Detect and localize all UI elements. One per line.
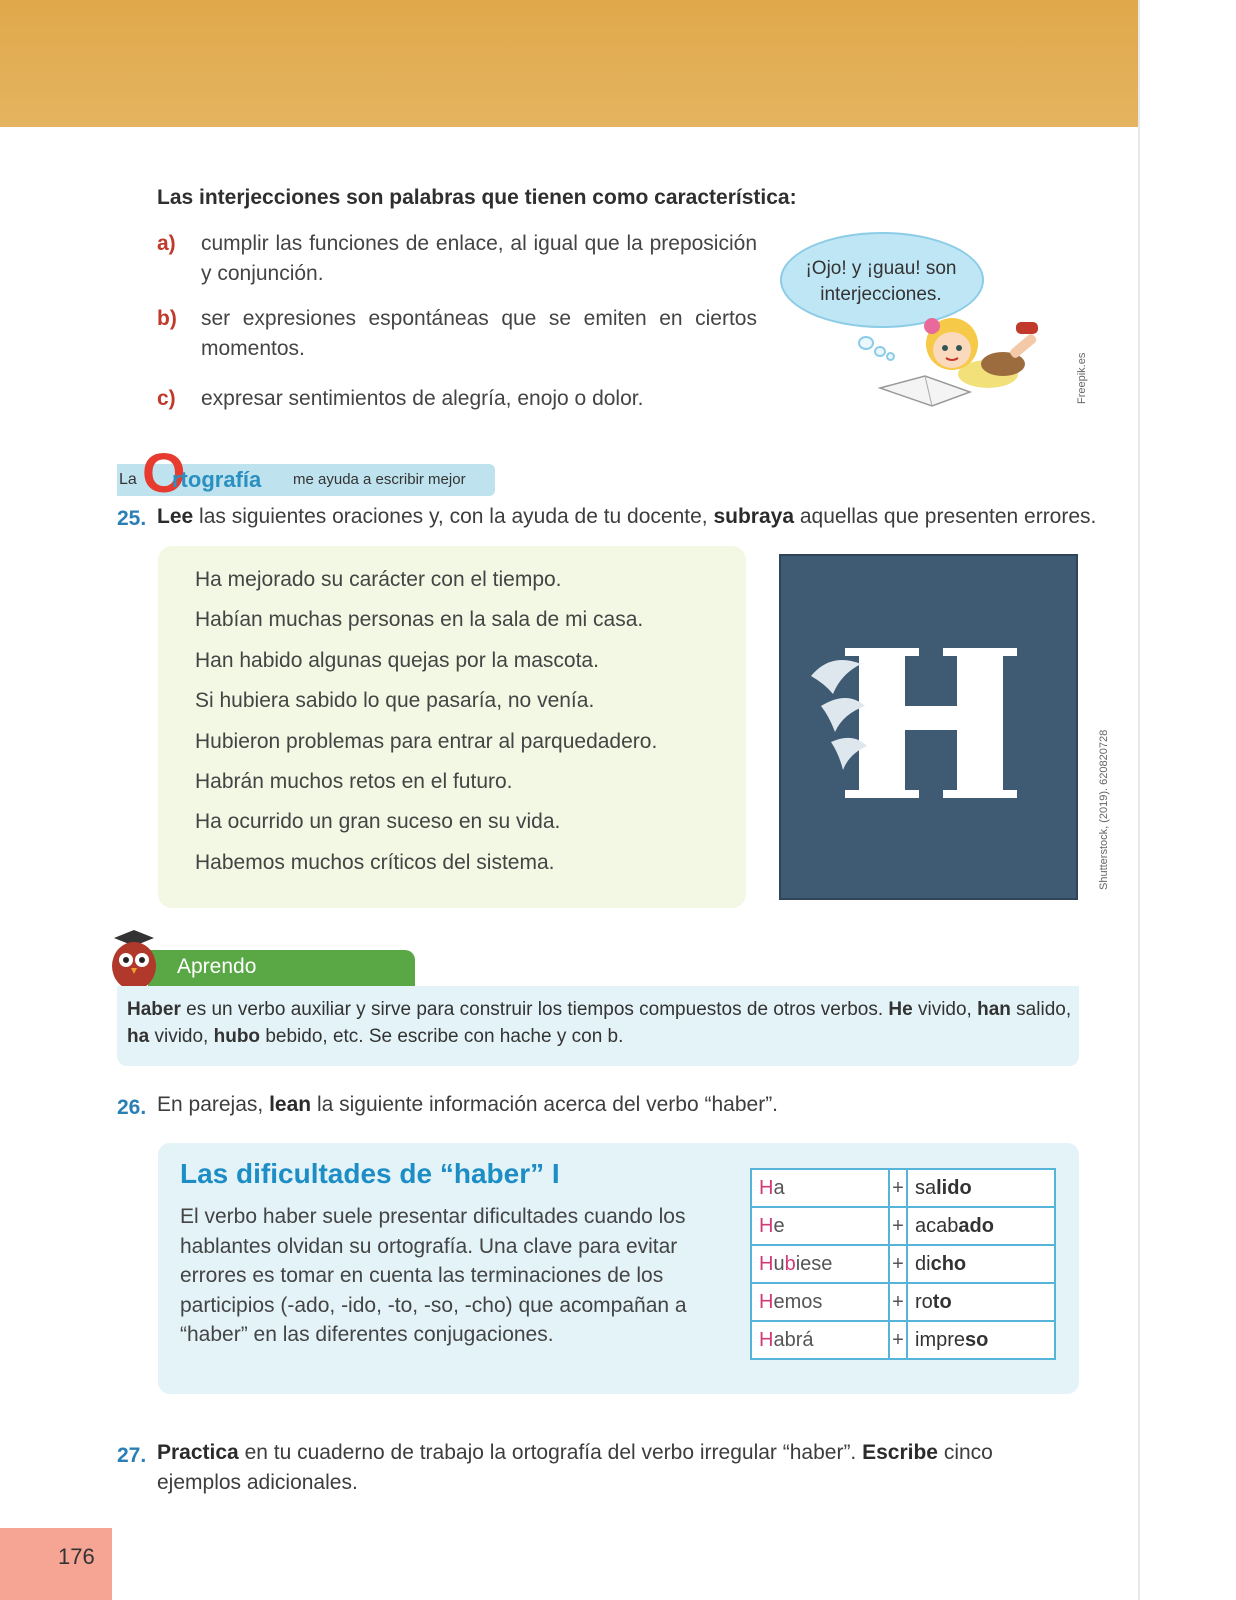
sentence-item: Han habido algunas quejas por la mascota. (195, 649, 599, 672)
q26-bold: lean (269, 1093, 312, 1116)
plus-cell: + (889, 1283, 907, 1321)
aprendo-text (127, 996, 1072, 1050)
ornamental-h-image (779, 554, 1078, 900)
ortografia-big-o: O (142, 441, 186, 504)
participle-stem: ro (915, 1290, 933, 1313)
aux-mid: emos (773, 1290, 823, 1313)
sentence-item: Hubieron problemas para entrar al parquedadero. (195, 730, 658, 753)
table-row (751, 1321, 1055, 1359)
q27-bold-practica: Practica (157, 1441, 239, 1464)
participle-cell (907, 1321, 1055, 1359)
haber-info-title: Las dificultades de “haber” I (180, 1158, 560, 1189)
sentence-item: Si hubiera sabido lo que pasaría, no venía. (195, 689, 595, 712)
option-a (157, 229, 757, 289)
participle-cell (907, 1245, 1055, 1283)
table-row (751, 1245, 1055, 1283)
freepik-credit: Freepik.es (1076, 352, 1088, 404)
q26-post: la siguiente información acerca del verbo “haber”. (311, 1093, 779, 1116)
participle-ending: ado (958, 1214, 994, 1237)
aux-rest: iese (795, 1252, 833, 1275)
q25-bold-subraya: subraya (713, 505, 795, 528)
aux-h: H (759, 1252, 774, 1275)
q25-text (157, 502, 1096, 532)
sentence-item: Habían muchas personas en la sala de mi casa. (195, 608, 644, 631)
aux-mid: abrá (773, 1328, 814, 1351)
aprendo-bold: hubo (213, 1026, 261, 1047)
aprendo-bold: Haber (127, 999, 181, 1020)
q27-post: cinco ejemplos adicionales. (157, 1441, 993, 1494)
q27-text (157, 1438, 1082, 1498)
aprendo-bold: ha (127, 1026, 150, 1047)
participle-cell (907, 1169, 1055, 1207)
q27-number: 27. (117, 1444, 147, 1467)
option-b-text: ser expresiones espontáneas que se emiten en ciertos momentos. (201, 307, 757, 360)
sentence-item: Ha ocurrido un gran suceso en su vida. (195, 810, 561, 833)
plus-cell: + (889, 1321, 907, 1359)
aux-cell (751, 1245, 889, 1283)
aux-h: H (759, 1328, 774, 1351)
ortografia-la: La (119, 471, 137, 488)
option-b-letter: b) (157, 307, 177, 330)
aux-b: b (784, 1252, 796, 1275)
aux-cell (751, 1207, 889, 1245)
page-number: 176 (58, 1544, 95, 1569)
aux-mid: e (773, 1214, 785, 1237)
sentence-item: Habrán muchos retos en el futuro. (195, 770, 513, 793)
participle-stem: sa (915, 1176, 937, 1199)
participle-cell (907, 1207, 1055, 1245)
table-row (751, 1207, 1055, 1245)
intro-lead: Las interjecciones son palabras que tienen como característica: (157, 186, 797, 209)
q26-number: 26. (117, 1096, 147, 1119)
option-b (157, 304, 757, 364)
plus-cell: + (889, 1207, 907, 1245)
participle-cell (907, 1283, 1055, 1321)
participle-ending: lido (936, 1176, 972, 1199)
ornamental-h-icon (781, 556, 1076, 898)
sentence-item: Ha mejorado su carácter con el tiempo. (195, 568, 562, 591)
aux-h: H (759, 1290, 774, 1313)
q26-pre: En parejas, (157, 1093, 270, 1116)
q25-number: 25. (117, 507, 147, 530)
option-c-letter: c) (157, 387, 176, 410)
speech-bubble-text: ¡Ojo! y ¡guau! son interjecciones. (805, 258, 957, 305)
table-row (751, 1283, 1055, 1321)
aprendo-label: Aprendo (177, 955, 257, 978)
q27-bold-escribe: Escribe (862, 1441, 938, 1464)
aux-cell (751, 1169, 889, 1207)
top-color-band (0, 0, 1138, 127)
conjugation-table (750, 1168, 1056, 1360)
option-a-text: cumplir las funciones de enlace, al igual que la preposición y conjunción. (201, 232, 757, 285)
participle-ending: so (965, 1328, 989, 1351)
aux-mid: u (773, 1252, 785, 1275)
aprendo-bold: He (888, 999, 913, 1020)
aux-mid: a (773, 1176, 785, 1199)
ortografia-subtitle: me ayuda a escribir mejor (293, 471, 466, 488)
q25-post: aquellas que presenten errores. (794, 505, 1097, 528)
shutterstock-credit: Shutterstock, (2019). 620820728 (1098, 729, 1110, 890)
aprendo-bold: han (977, 999, 1011, 1020)
aprendo-span: vivido, (149, 1026, 214, 1047)
aprendo-span: salido, (1010, 999, 1072, 1020)
participle-stem: impre (915, 1328, 966, 1351)
aux-cell (751, 1321, 889, 1359)
sentence-item: Habemos muchos críticos del sistema. (195, 851, 555, 874)
option-c (157, 384, 757, 414)
q25-mid: las siguientes oraciones y, con la ayuda de tu docente, (193, 505, 714, 528)
plus-cell: + (889, 1169, 907, 1207)
option-a-letter: a) (157, 232, 176, 255)
aprendo-span: es un verbo auxiliar y sirve para construir los tiempos compuestos de otros verbos. (180, 999, 889, 1020)
aux-h: H (759, 1214, 774, 1237)
haber-info-body: El verbo haber suele presentar dificultades cuando los hablantes olvidan su ortografía. Una clave para evitar errores es tomar en cuenta las terminaciones de los participios (-ado, -ido, -to, -so, -cho) que acompañan a “haber” en las diferentes conjugaciones. (180, 1205, 687, 1346)
participle-ending: to (932, 1290, 952, 1313)
aux-cell (751, 1283, 889, 1321)
plus-cell: + (889, 1245, 907, 1283)
option-c-text: expresar sentimientos de alegría, enojo o dolor. (201, 387, 644, 410)
girl-reading-illustration (870, 300, 1050, 412)
page-number-tab (0, 1528, 112, 1600)
ortografia-word: rtografía (172, 467, 262, 492)
q27-mid: en tu cuaderno de trabajo la ortografía del verbo irregular “haber”. (238, 1441, 863, 1464)
page-edge-line (1138, 0, 1140, 1600)
aprendo-span: vivido, (912, 999, 978, 1020)
aprendo-span: bebido, etc. Se escribe con hache y con b. (260, 1026, 624, 1047)
owl-graduate-icon (106, 928, 162, 992)
q25-bold-lee: Lee (157, 505, 194, 528)
aux-h: H (759, 1176, 774, 1199)
participle-ending: cho (930, 1252, 967, 1275)
table-row (751, 1169, 1055, 1207)
q26-text (157, 1090, 778, 1120)
participle-stem: acab (915, 1214, 959, 1237)
participle-stem: di (915, 1252, 931, 1275)
